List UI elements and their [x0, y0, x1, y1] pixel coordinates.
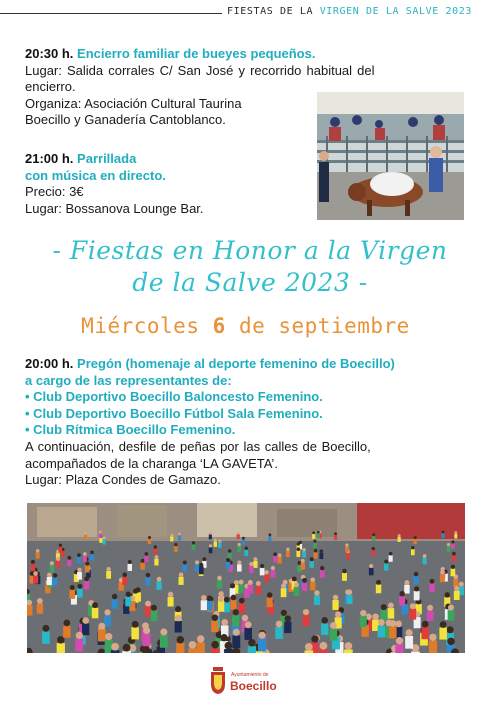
event-title-cont: con música en directo.	[25, 167, 166, 183]
boecillo-logo	[210, 664, 290, 700]
club-bullet: • Club Deportivo Boecillo Baloncesto Femenino.	[25, 389, 323, 405]
event-organizer-cont: Boecillo y Ganadería Cantoblanco.	[25, 112, 226, 128]
event-parrillada	[25, 151, 315, 217]
event-title: Encierro familiar de bueyes pequeños.	[77, 46, 316, 61]
script-title-line2: de la Salve 2023 -	[132, 268, 368, 297]
photo-crowd	[27, 503, 465, 653]
bull-run-photo	[317, 92, 464, 220]
club-bullet: • Club Rítmica Boecillo Femenino.	[25, 422, 236, 438]
coat-of-arms-icon	[210, 667, 226, 695]
script-title-line1: - Fiestas en Honor a la Virgen	[52, 236, 448, 265]
club-bullet: • Club Deportivo Boecillo Fútbol Sala Femenino.	[25, 405, 323, 421]
page-header	[0, 0, 491, 26]
event-place: Lugar: Plaza Condes de Gamazo.	[25, 472, 221, 488]
photo-encierro	[317, 92, 464, 220]
day-weekday: Miércoles	[81, 314, 200, 338]
day-month: de septiembre	[238, 314, 410, 338]
event-time: 21:00 h.	[25, 151, 74, 166]
logo-small-text: Ayuntamiento de	[231, 672, 269, 678]
header-highlight: VIRGEN DE LA SALVE 2023	[319, 6, 472, 17]
event-organizer: Organiza: Asociación Cultural Taurina	[25, 95, 242, 111]
header-prefix: FIESTAS DE LA	[227, 6, 320, 17]
day-number: 6	[212, 314, 226, 338]
day-heading	[0, 314, 491, 338]
crowd-photo	[27, 503, 465, 653]
logo-name: Boecillo	[230, 679, 277, 693]
event-place-cont: encierro.	[25, 79, 76, 95]
event-place: Lugar: Bossanova Lounge Bar.	[25, 200, 204, 216]
event-place: Lugar: Salida corrales C/ San José y recorrido habitual del	[25, 62, 375, 78]
header-title	[227, 6, 472, 17]
event-title: Parrillada	[77, 151, 137, 166]
event-title-cont: a cargo de las representantes de:	[25, 372, 232, 388]
event-description: A continuación, desfile de peñas por las calles de Boecillo,	[25, 438, 371, 454]
event-description-cont: acompañados de la charanga ‘LA GAVETA’.	[25, 455, 278, 471]
event-time: 20:30 h.	[25, 46, 74, 61]
header-rule	[0, 13, 222, 14]
event-title: Pregón (homenaje al deporte femenino de Boecillo)	[77, 356, 395, 371]
festival-script-title	[40, 235, 460, 299]
event-time: 20:00 h.	[25, 356, 74, 371]
event-pregon	[25, 356, 467, 489]
event-price: Precio: 3€	[25, 184, 84, 200]
